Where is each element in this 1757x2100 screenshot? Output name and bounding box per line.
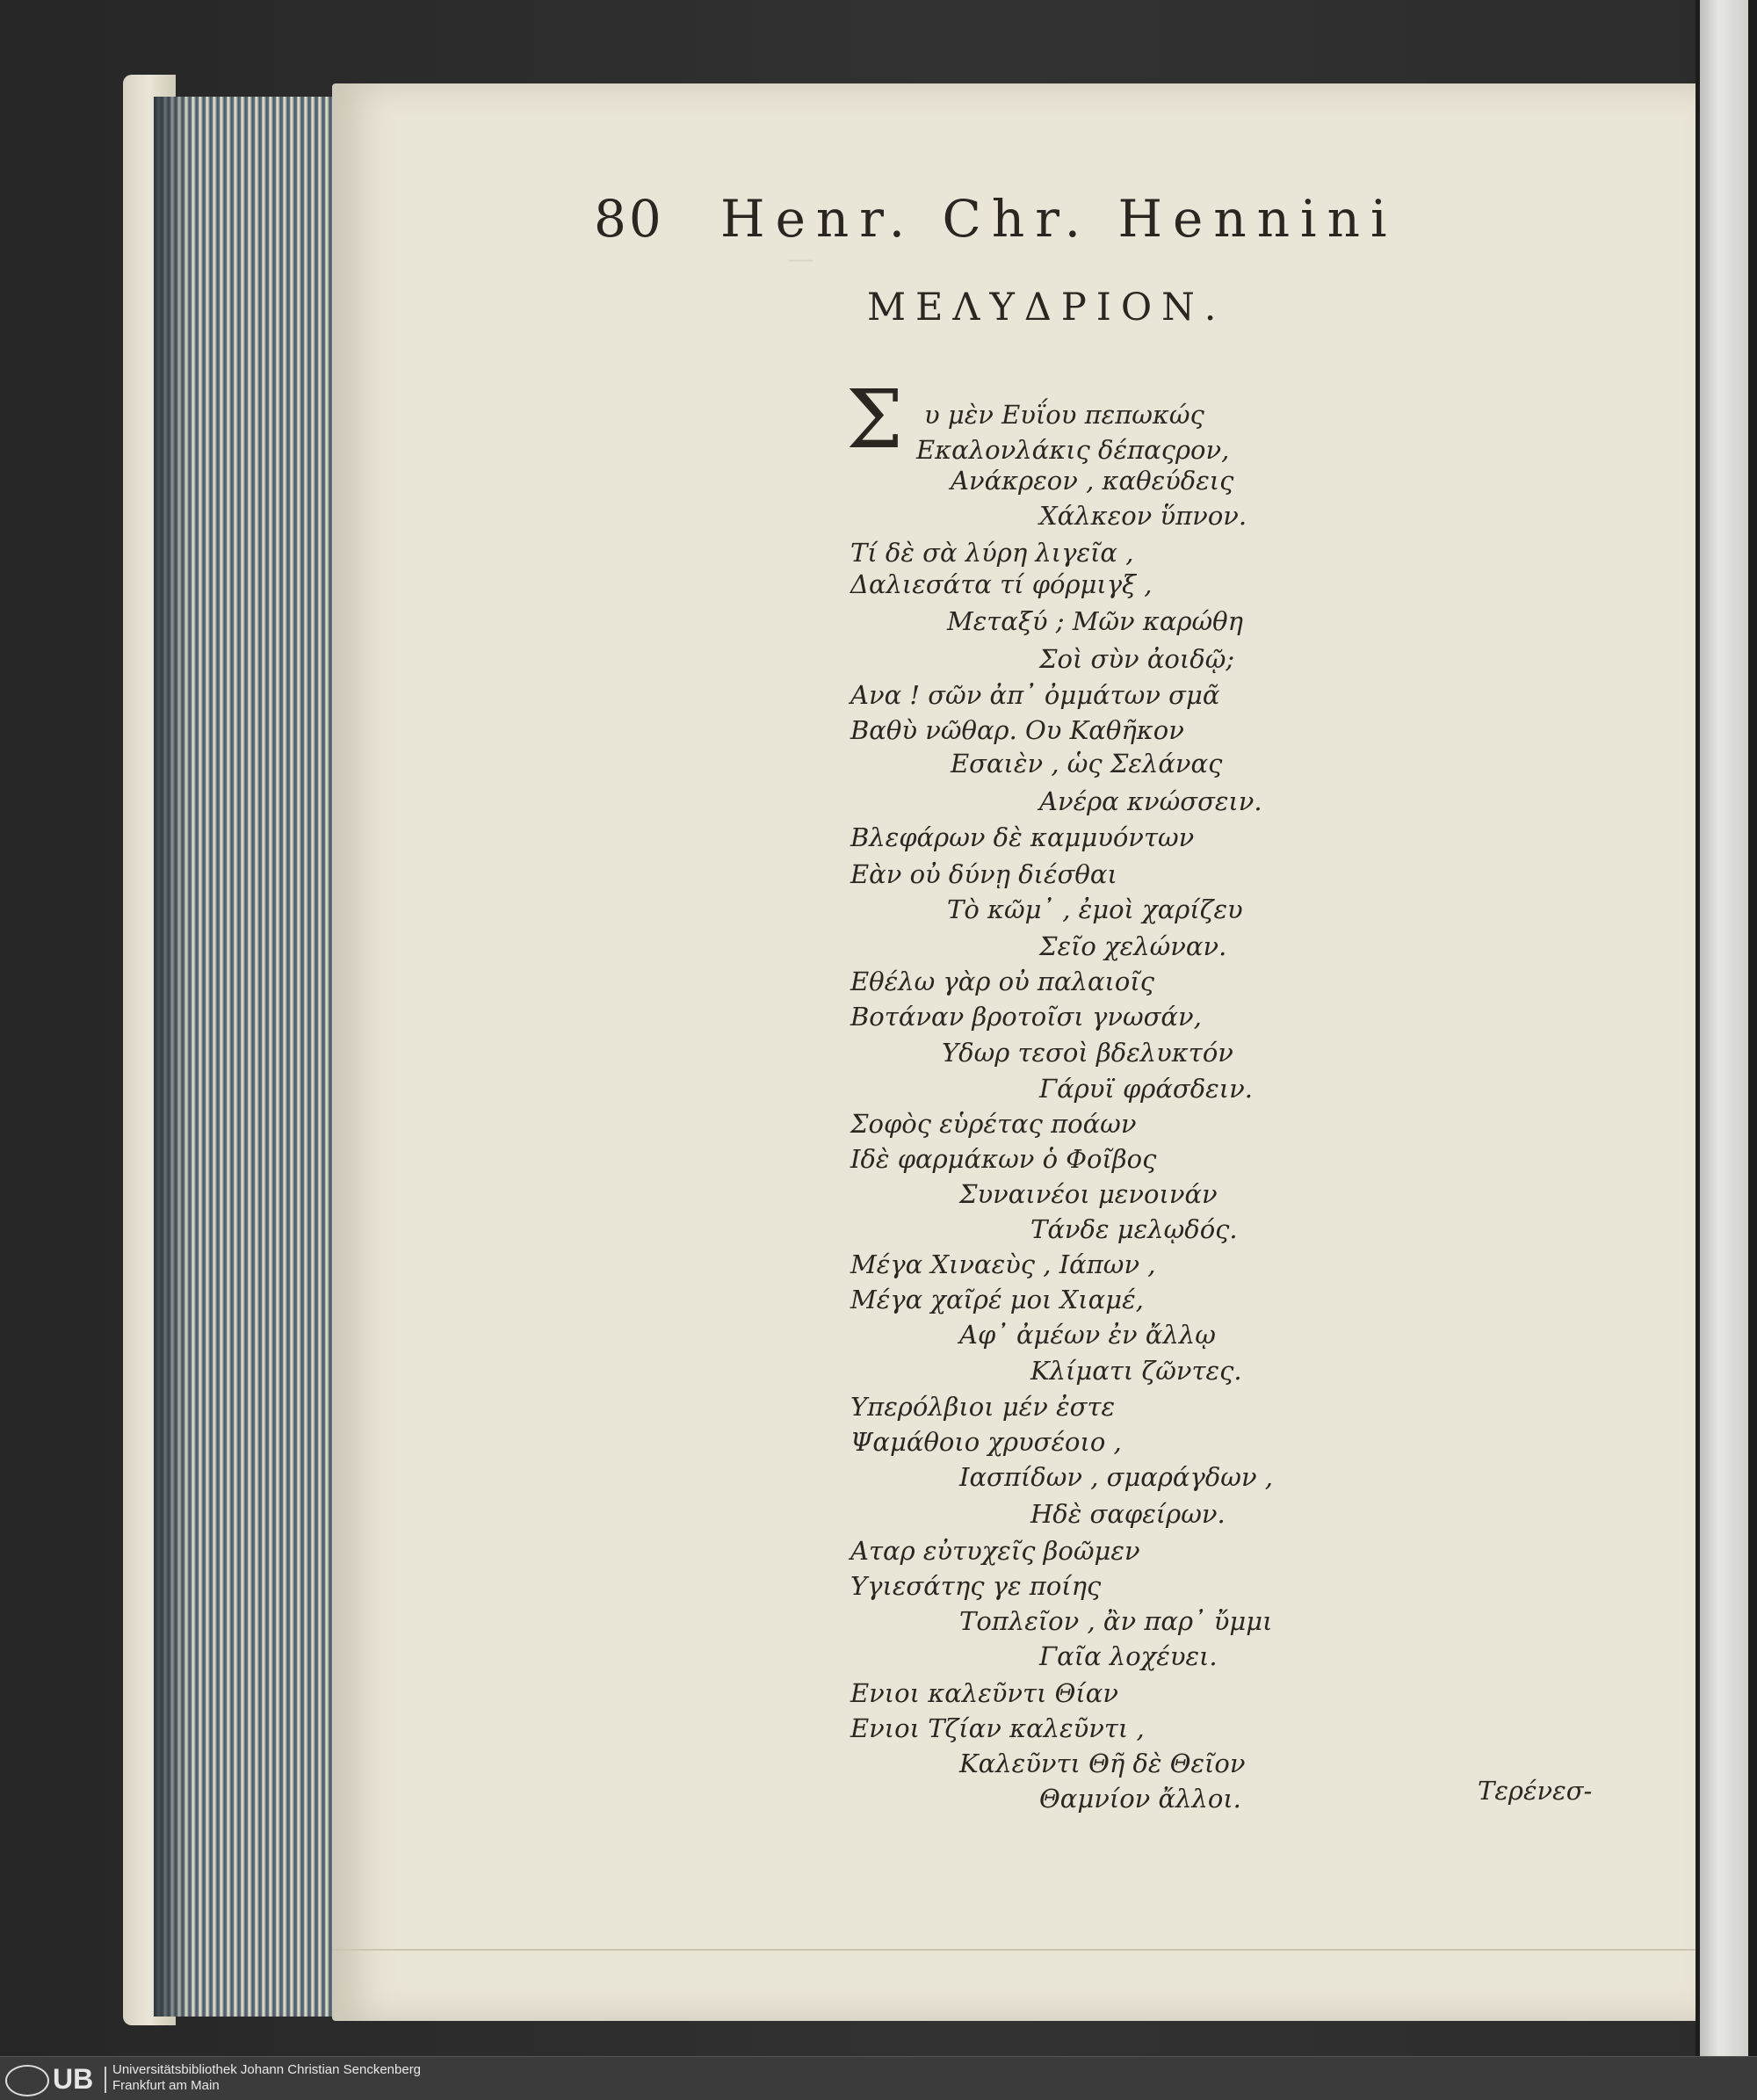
poem-line: Υγιεσάτης γε ποίης (850, 1571, 1102, 1601)
poem-line: Τοπλεῖον , ἂν παρ᾿ ὔμμι (959, 1606, 1273, 1636)
poem-line: Βοτάναν βροτοῖσι γνωσάν, (850, 1002, 1202, 1032)
logo-divider (105, 2067, 106, 2093)
poem-line: Εθέλω γὰρ οὐ παλαιοῖς (850, 967, 1154, 996)
poem-line: Μέγα Χιναεὺς , Ιάπων , (850, 1249, 1156, 1279)
poem-line: Μέγα χαῖρέ μοι Χιαμέ, (850, 1285, 1144, 1314)
poem-line: Ενιοι καλεῦντι Θίαν (850, 1678, 1119, 1708)
poem-line: Βλεφάρων δὲ καμμυόντων (850, 822, 1195, 852)
poem-line: Ανέρα κνώσσειν. (1039, 786, 1262, 816)
poem-line: Ιδὲ φαρμάκων ὁ Φοῖβος (850, 1144, 1157, 1174)
library-seal-icon (5, 2065, 49, 2096)
footer-bar (0, 2056, 1757, 2100)
poem-line: Αταρ εὐτυχεῖς βοῶμεν (850, 1536, 1140, 1566)
poem-line: Σοφὸς εὑρέτας ποάων (850, 1109, 1137, 1139)
page-lower-edge (332, 1949, 1696, 1951)
running-head-title: Henr. Chr. Hennini (720, 189, 1398, 249)
poem-line: υ μὲν Ευΐου πεπωκώς (924, 400, 1204, 430)
poem-line: Σεῖο χελώναν. (1039, 931, 1227, 961)
poem-line: Συναινέοι μενοινάν (959, 1179, 1218, 1209)
catchword: Τερένεσ- (1478, 1776, 1593, 1806)
poem-line: Αφ᾿ ἀμέων ἐν ἄλλῳ (959, 1320, 1216, 1350)
poem-line: Χάλκεον ὕπνον. (1039, 501, 1247, 531)
poem-line: Θαμνίον ἄλλοι. (1039, 1784, 1241, 1814)
poem-line: Τὸ κῶμ᾿ , ἐμοὶ χαρίζευ (947, 894, 1243, 924)
institution-line-1: Universitätsbibliothek Johann Christian Senckenberg (112, 2062, 422, 2077)
poem-line: Υπερόλβιοι μέν ἐστε (850, 1392, 1116, 1422)
poem-line: Βαθὺ νῶθαρ. Ου Καθῆκον (850, 715, 1184, 745)
page-stack-shadow (154, 97, 189, 2017)
poem-line: Γάρυϊ φράσδειν. (1039, 1074, 1253, 1104)
poem-title: ΜΕΛΥΔΡΙΟΝ. (867, 286, 1226, 329)
poem-line: Ανα ! σῶν ἀπ᾿ ὀμμάτων σμᾶ (850, 680, 1220, 710)
poem-line: Ψαμάθοιο χρυσέοιο , (850, 1427, 1122, 1457)
poem-line: Γαῖα λοχέυει. (1039, 1641, 1218, 1671)
drop-cap: Σ (846, 373, 904, 467)
poem-line: Υδωρ τεσοὶ βδελυκτόν (942, 1038, 1233, 1068)
logo-text: UB (53, 2063, 94, 2095)
poem-line: Ηδὲ σαφείρων. (1030, 1499, 1226, 1529)
poem-line: Ενιοι Τζίαν καλεῦντι , (850, 1713, 1145, 1743)
poem-line: Μεταξύ ; Μῶν καρώθη (947, 606, 1244, 636)
poem-line: Σοὶ σὺν ἀοιδῷ; (1039, 644, 1235, 674)
poem-line: Ανάκρεον , καθεύδεις (951, 466, 1234, 496)
institution-name (112, 2062, 421, 2094)
poem-line: Εσαιὲν , ὡς Σελάνας (951, 749, 1223, 778)
poem-line: Εκαλονλάκις δέπαςρον, (916, 435, 1230, 465)
poem-line: Ιασπίδων , σμαράγδων , (959, 1462, 1274, 1492)
poem-line: Τί δὲ σὰ λύρη λιγεῖα , (850, 538, 1134, 568)
ub-logo[interactable] (5, 2063, 111, 2095)
poem-line: Εὰν οὐ δύνῃ διέσθαι (850, 859, 1117, 889)
adjacent-page-edge (1700, 0, 1748, 2056)
poem-line: Τάνδε μελῳδός. (1030, 1214, 1238, 1244)
poem-line: Δαλιεσάτα τί φόρμιγξ , (850, 569, 1153, 599)
page-number: 80 (594, 189, 664, 249)
institution-line-2: Frankfurt am Main (112, 2078, 220, 2093)
bleed-through-text: ― (789, 246, 813, 273)
poem-line: Καλεῦντι Θῆ δὲ Θεῖον (959, 1749, 1246, 1778)
poem-line: Κλίματι ζῶντες. (1030, 1356, 1242, 1386)
